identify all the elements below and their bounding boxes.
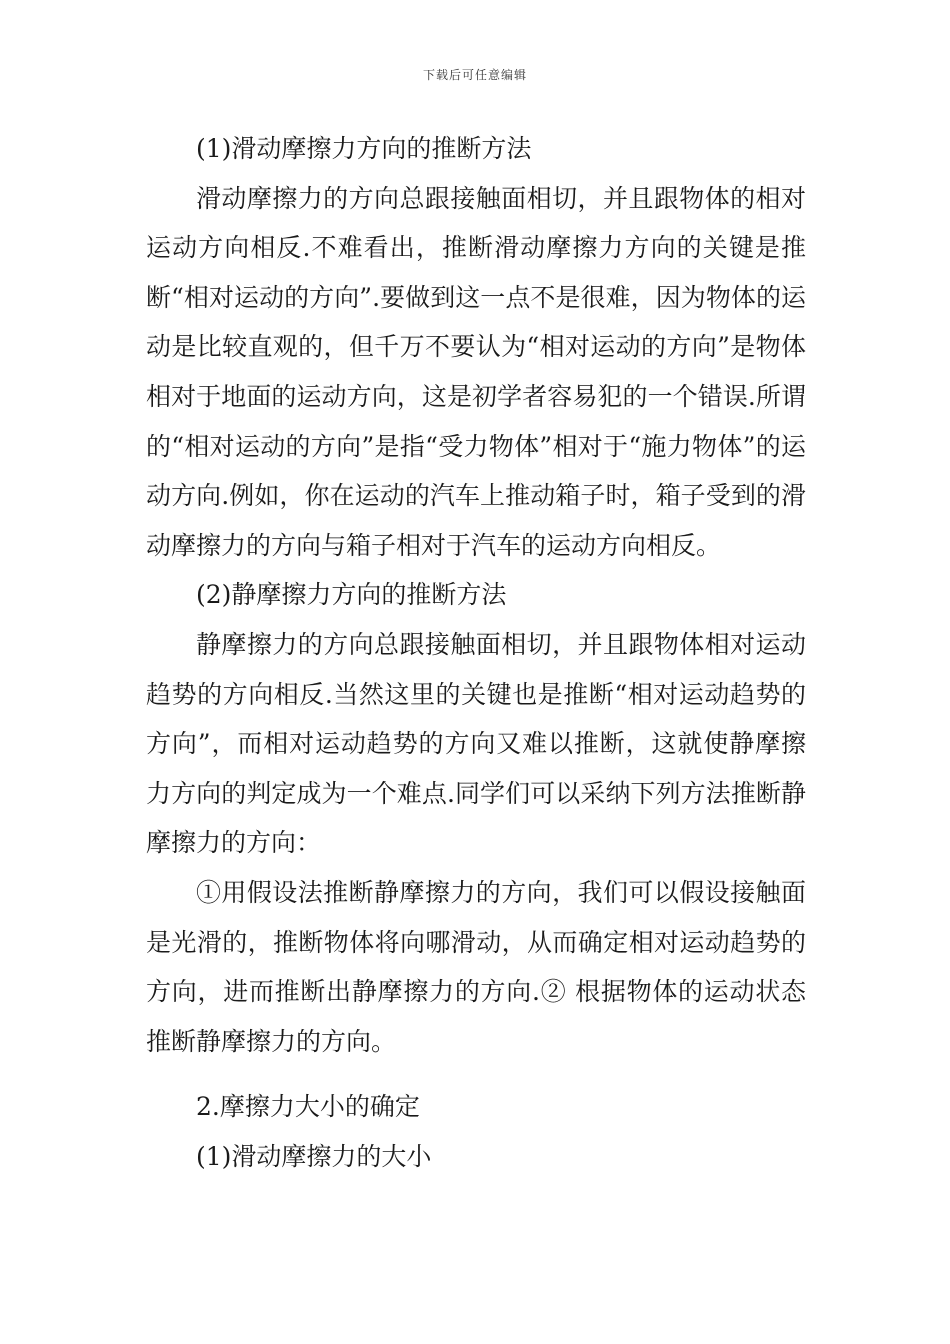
paragraph-static-methods: ①用假设法推断静摩擦力的方向，我们可以假设接触面是光滑的，推断物体将向哪滑动，从而确定相对运动趋势的方向，进而推断出静摩擦力的方向.② 根据物体的运动状态推断静摩擦力的方向。 [146, 877, 806, 1056]
section-heading-static-direction: (2)静摩擦力方向的推断方法 [196, 580, 507, 610]
paragraph-sliding-direction: 滑动摩擦力的方向总跟接触面相切，并且跟物体的相对运动方向相反.不难看出，推断滑动摩擦力方向的关键是推断“相对运动的方向”.要做到这一点不是很难，因为物体的运动是比较直观的，但千万不要认为“相对运动的方向”是物体相对于地面的运动方向，这是初学者容易犯的一个错误.所谓的“相对运动的方向”是指“受力物体”相对于“施力物体”的运动方向.例如，你在运动的汽车上推动箱子时，箱子受到的滑动摩擦力的方向与箱子相对于汽车的运动方向相反。 [146, 183, 806, 560]
section-heading-friction-magnitude: 2.摩擦力大小的确定 [196, 1092, 420, 1122]
section-heading-sliding-direction: (1)滑动摩擦力方向的推断方法 [196, 134, 532, 163]
paragraph-static-direction: 静摩擦力的方向总跟接触面相切，并且跟物体相对运动趋势的方向相反.当然这里的关键也是推断“相对运动趋势的方向”，而相对运动趋势的方向又难以推断，这就使静摩擦力方向的判定成为一个难点.同学们可以采纳下列方法推断静摩擦力的方向： [146, 629, 806, 858]
page-header: 下载后可任意编辑 [422, 68, 527, 82]
document-body [146, 124, 806, 1181]
section-heading-sliding-magnitude: (1)滑动摩擦力的大小 [196, 1141, 432, 1171]
